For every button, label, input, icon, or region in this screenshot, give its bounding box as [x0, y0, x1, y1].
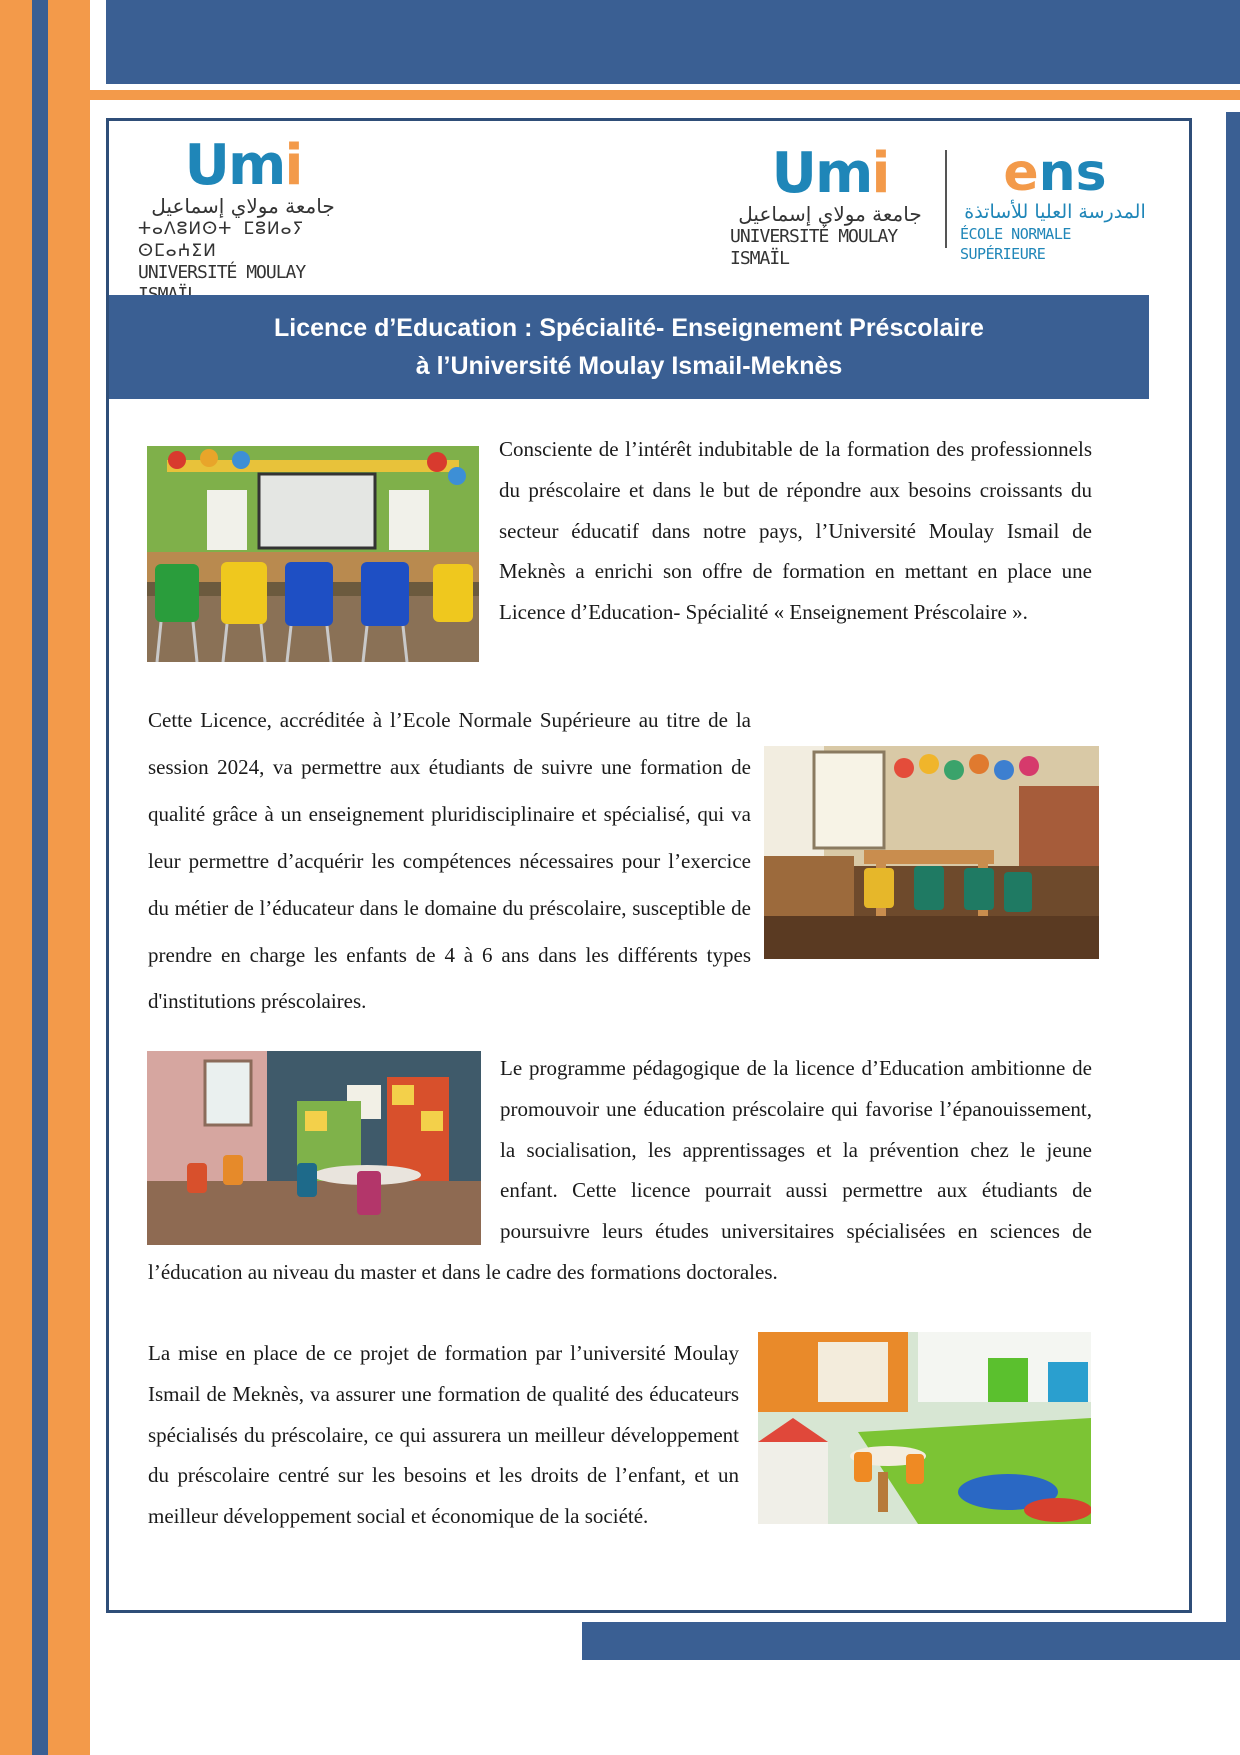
umi-logo-left — [138, 133, 348, 306]
umi-logo-right — [730, 141, 930, 270]
ens-logo — [960, 143, 1150, 264]
classroom-chairs-illustration — [147, 446, 479, 662]
image-wrap-spacer — [751, 743, 1097, 961]
ens-wordmark: ens — [1003, 143, 1107, 203]
intro-paragraph: Consciente de l’intérêt indubitable de la formation des professionnels du préscolaire et dans le but de répondre aux besoins croissants du secteur éducatif dans notre pays, l’Université Moulay Ismail de Meknès a enrichi son offre de formation en mettant en place une Licence d’Education- Spécialité « Enseignement Préscolaire ». — [499, 437, 1092, 625]
umi-wordmark: Umi — [771, 141, 889, 206]
ens-french-name: ÉCOLE NORMALE SUPÉRIEURE — [960, 225, 1071, 263]
classroom-chairs-photo — [147, 446, 479, 662]
image-wrap-spacer — [148, 1048, 500, 1248]
top-orange-stripe — [90, 90, 1240, 100]
bottom-blue-band — [582, 1622, 1240, 1660]
right-blue-stripe — [1226, 112, 1240, 1632]
logo-divider — [945, 150, 947, 248]
umi-arabic-name: جامعة مولاي إسماعيل — [738, 202, 922, 226]
page-title-line-2: à l’Université Moulay Ismail-Meknès — [415, 352, 843, 380]
umi-wordmark: Umi — [184, 133, 302, 198]
umi-tifinagh-name: ⵜⴰⴷⵓⵍⵙⵜ ⵎⵓⵍⴰⵢ ⵙⵎⴰⵄⵉⵍ — [138, 219, 305, 261]
program-paragraph: Le programme pédagogique de la licence d’Education ambitionne de promouvoir une éducation préscolaire qui favorise l’épanouissement, la socialisation, les apprentissages et la prévention chez le jeune enfant. Cette licence pourrait aussi permettre aux étudiants de poursuivre leurs études universitaires spécialisées en sciences de l’éducation au niveau du master et dans le cadre des formations doctorales. — [148, 1048, 1092, 1293]
accreditation-paragraph: Cette Licence, accréditée à l’Ecole Normale Supérieure au titre de la session 2024, va permettre aux étudiants de suivre une formation de qualité grâce à un enseignement pluridisciplinaire et spécialisé, qui va leur permettre d’acquérir les compétences nécessaires pour l’exercice du métier de l’éducateur dans le domaine du préscolaire, susceptible de prendre en charge les enfants de 4 à 6 ans dans les différents types d'institutions préscolaires. — [148, 697, 1097, 1025]
title-banner — [109, 295, 1149, 399]
umi-french-name: UNIVERSITÉ MOULAY ISMAÏL — [730, 226, 898, 269]
play-area-photo — [758, 1332, 1091, 1524]
umi-arabic-name: جامعة مولاي إسماعيل — [151, 194, 335, 218]
ens-arabic-name: المدرسة العليا للأساتذة — [964, 201, 1146, 223]
left-blue-stripe — [32, 0, 48, 1755]
page-title-line-1: Licence d’Education : Spécialité- Enseignement Préscolaire — [274, 314, 984, 342]
top-blue-band — [106, 0, 1240, 84]
umi-french-name: UNIVERSITÉ MOULAY — [138, 262, 306, 283]
project-paragraph: La mise en place de ce projet de formation par l’université Moulay Ismail de Meknès, va assurer une formation de qualité des éducateurs spécialisés du préscolaire, ce qui assurera un meilleur développement du préscolaire centré sur les besoins et les droits de l’enfant, et un meilleur développement social et économique de la société. — [148, 1341, 739, 1529]
play-area-illustration — [758, 1332, 1091, 1524]
